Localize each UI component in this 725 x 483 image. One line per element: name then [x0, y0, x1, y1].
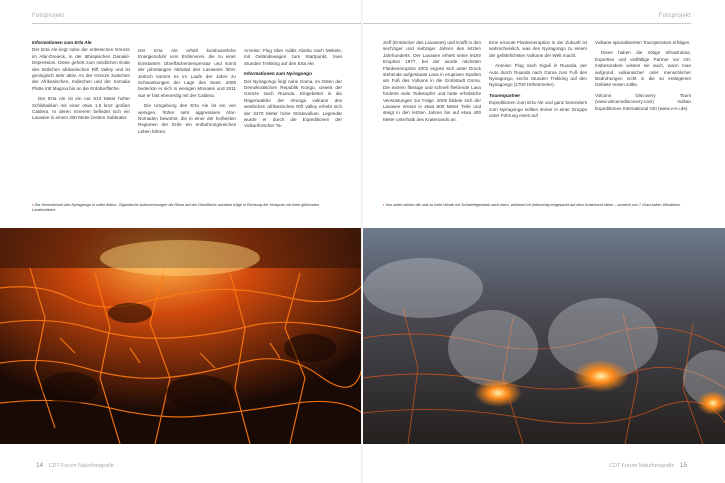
paragraph: Die Umgebung des Erta Ale ist ein von wenigen, früher sehr aggressiven Afar-Nomaden bewohnt, die in einer der heißesten Regionen der Erde ein entbehrungsreiches Leben führen. — [138, 103, 236, 134]
text-column-2 — [138, 48, 236, 200]
caption-text: Von unten wirken die und zu helle Winde mit Schwefelgestank nach oben, während ich jederzeitig eingepackt auf dem Kraterrand stehe – umweht von 7 Grad kalten Windböen. — [385, 203, 681, 207]
publication-name: CDT Forum Naturfotografie — [48, 463, 114, 469]
subheading: Informationen zum Nyiragongo — [244, 71, 312, 77]
page-number: 15 — [679, 462, 687, 469]
paragraph: Volcano Discovery Tours (www.volcanodiscovery.com) Vulkan Expeditionen International VEI (www.v-e-i.de) — [595, 92, 691, 111]
right-page — [363, 0, 725, 483]
paragraph: Der Erta Ale ist ein nur 613 Meter hoher Schildvulkan mit einer etwa 1,5 km2 großen Caldera. In deren Innerem befindet sich ein Lavasee in einem 300 Meter breiten Subkrater. — [32, 96, 130, 121]
photo-caption — [32, 203, 332, 219]
header-rule — [363, 23, 691, 24]
paragraph: Diese haben die nötige Infrastruktur, Expertise und vielfältige Partner vor Ort. Insbesondere wissen sie auch, wann man aufgrund vulkanischer oder menschlicher Bedrohungen nicht in die so entlegenen Gebiete reisen sollte. — [595, 50, 691, 88]
paragraph: Anreise: Flug nach Kigali in Ruanda, per Auto durch Ruanda nach Goma zum Fuß des Nyiragongo, sechs Stunden Trekking auf den Nyiragongo (1700 Höhenmeter). — [489, 63, 587, 88]
page-footer — [609, 462, 691, 469]
paragraph: Eine erneute Flankeneruption in der Zukunft ist wahrscheinlich, was den Nyiragongo zu einem der gefährlichsten Vulkane der Welt macht. — [489, 40, 587, 58]
text-column-1 — [32, 40, 130, 200]
section-header: Fotoprojekt — [32, 13, 65, 19]
text-column-2 — [489, 40, 587, 200]
header-rule — [32, 23, 362, 24]
subheading: Informationen zum Erta Ale — [32, 40, 92, 45]
photo-caption — [383, 203, 703, 219]
page-footer — [32, 462, 114, 469]
paragraph: Anreise: Flug über Addis Abeba nach Mekele, mit Geländewagen zum Startpunkt, zwei Stunden Trekking auf den Erta Ale. — [244, 48, 342, 66]
paragraph: Vulkane spezialisierten Touroperators erfolgen. — [595, 40, 691, 45]
text-column-3 — [244, 48, 342, 200]
left-page — [0, 0, 362, 483]
page-number: 14 — [36, 462, 44, 469]
caption-marker: › — [32, 203, 34, 207]
text-column-3 — [595, 40, 691, 200]
paragraph: zieff (Entdecker des Lavasees) und Krafft in den sechziger und siebziger Jahren des letzten Jahrhunderts. Der Lavasee erhielt seine letzte Eruption 1977, bei der wurde nächsten Flankeneruption 2002 ergoss sich unter Druck stehende aufgestaute Lava in eruptiven Spalten am Fuß des Vulkans in die Großstadt Goma. Die extrem flüssige und schnell fließende Lava forderte viele Todesopfer und hatte erhebliche Verwüstungen zur Folge. 2005 bildete sich der Lavasee erneut in etwa 800 Meter Tiefe und steigt in den letzten Jahren bis auf etwa 400 Meter unterhalb des Kraterrands an. — [383, 40, 481, 122]
lava-lake-photo — [0, 228, 362, 444]
publication-name: CDT Forum Naturfotografie — [609, 463, 675, 469]
caption-marker: › — [383, 203, 385, 207]
caption-text: Der Hexenkessel des Nyiragongo in voller Aktion. Gigantische Aufbrechnungen als Riese auf der Oberfläche wandern träge in Richtung der Hotspots mit ihren glühenden Lavafontänen. — [32, 203, 319, 213]
paragraph: Der Nyiragongo liegt nahe Goma, im Osten der Demokratischen Republik Kongo, unweit der Grenze nach Ruanda. Eingebettet in die Regenwälder der Virunga vulkane des westlichen afrikanischen Rift Valley erhebt sich der 3470 Meter hohe Stratovulkan. Legendär wurde er durch die Expeditionen der Vulkanforscher Ta- — [244, 78, 342, 129]
paragraph: Der Erta Ale erhält kontinuierliche Energiezufuhr vom Erdinneren, die zu einer konstanten Oberflächentemperatur und somit der jahrelangen Aktivität des Lavasees führt. Jedoch kommt es im Laufe der Jahre zu Schwankungen der Lage des Sees: 2008 bedeckte er sich in wenigen Monaten und 2011 war er fast ebenerdig mit der Caldera. — [138, 48, 236, 98]
crater-photo — [363, 228, 725, 444]
subheading: Tourenpartner — [489, 92, 521, 98]
section-header: Fotoprojekt — [658, 13, 691, 19]
text-column-1 — [383, 40, 481, 200]
paragraph: Expeditionen zum Erta Ale und ganz besonders zum Nyiragongo sollten immer in einer Gruppe unter Führung eines auf — [489, 100, 587, 119]
paragraph: Der Erta Ale liegt nahe der eritreischen Grenze im Afar-Dreieck, in der äthiopischen Danakil-Depression. Diese gehört zum nördlichen Ende des östlichen afrikanischen Rift Valley und ist geologisch sehr aktiv. An der Grenze zwischen der Afrikanischen, Indischen und der Somalia Platte tritt Magma bis an die Erdoberfläche. — [32, 47, 130, 91]
